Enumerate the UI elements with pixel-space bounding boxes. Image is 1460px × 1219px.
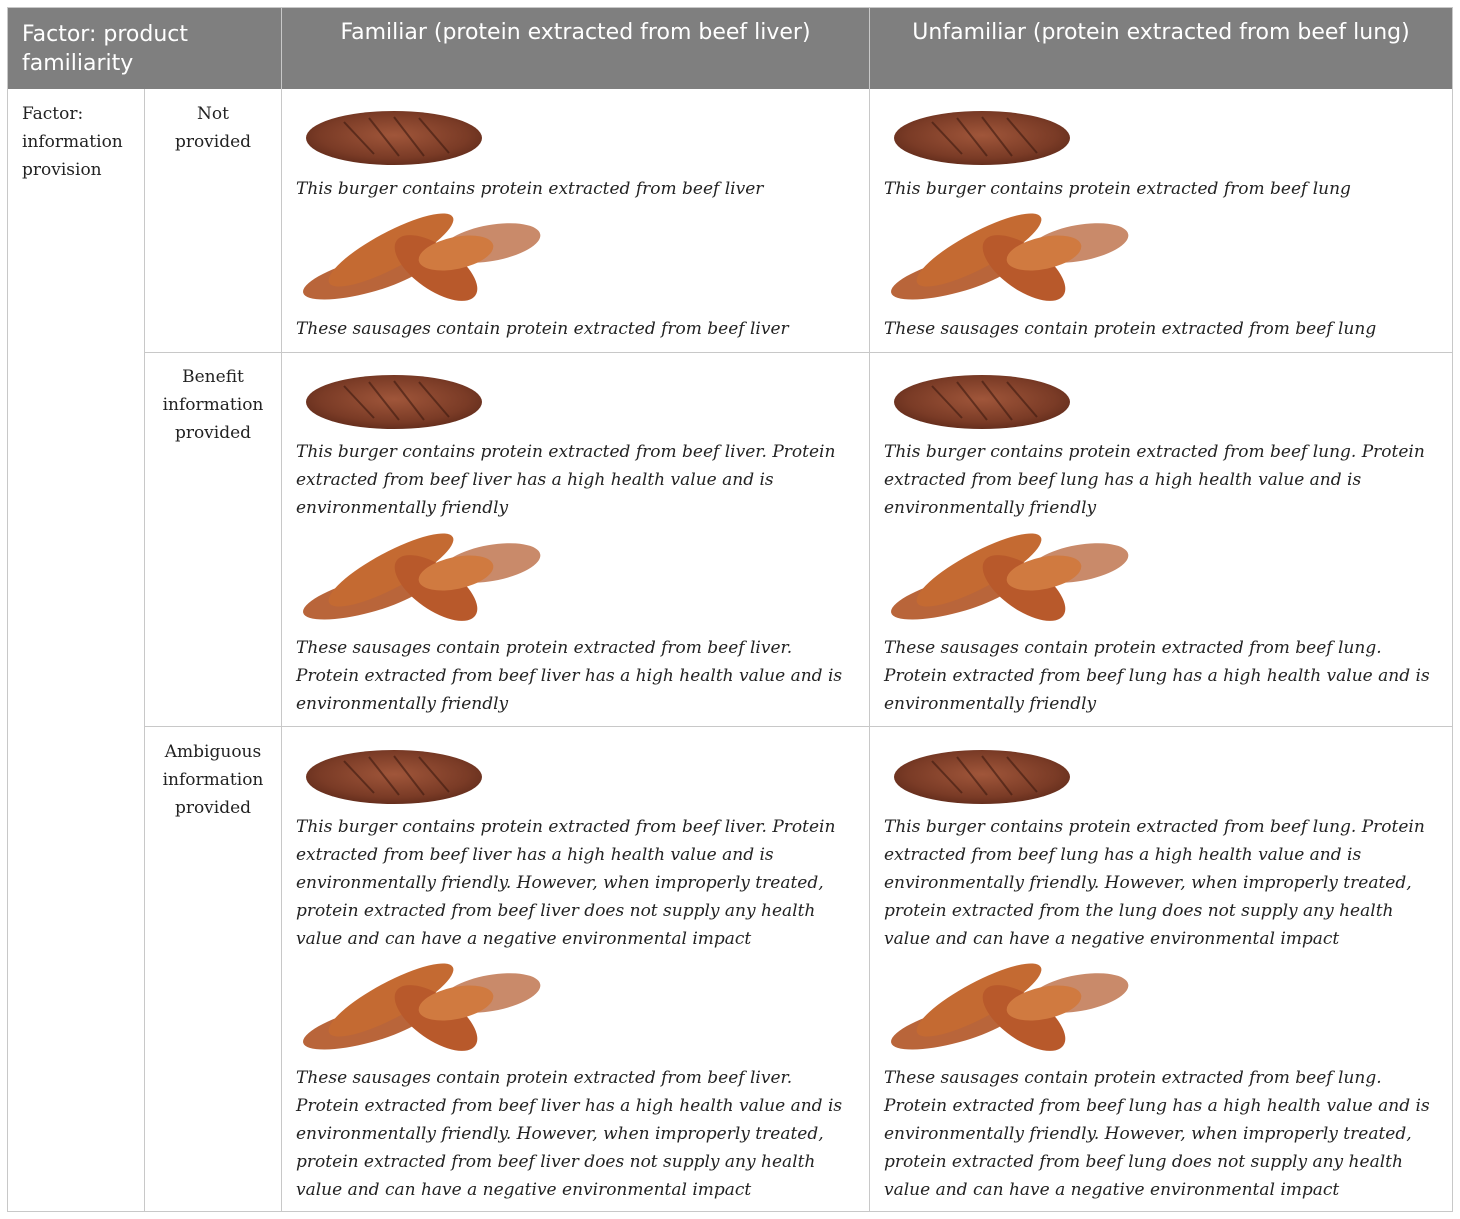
burger-icon xyxy=(304,372,484,432)
burger-image xyxy=(304,747,484,812)
header-factor-familiarity xyxy=(8,8,281,89)
header-unfamiliar xyxy=(869,8,1452,89)
divider xyxy=(144,726,1452,727)
header-unfamiliar-text: Unfamiliar (protein extracted from beef lung) xyxy=(912,20,1410,45)
sausage-icon xyxy=(884,958,1134,1058)
sausage-icon xyxy=(296,208,546,308)
header-familiar-text: Familiar (protein extracted from beef liver) xyxy=(340,20,811,45)
burger-text: This burger contains protein extracted from beef liver. Protein extracted from beef liver has a high health value and is environmentally friendly xyxy=(296,442,836,518)
divider xyxy=(281,89,282,1211)
sausage-text: These sausages contain protein extracted from beef liver xyxy=(296,319,789,339)
level-benefit: Benefit information provided xyxy=(162,367,264,443)
burger-image xyxy=(892,372,1072,437)
sausage-image xyxy=(884,958,1134,1063)
burger-image xyxy=(304,372,484,437)
sausage-icon xyxy=(296,528,546,628)
level-ambiguous: Ambiguous information provided xyxy=(162,742,264,818)
burger-icon xyxy=(304,747,484,807)
sausage-icon xyxy=(884,208,1134,308)
burger-icon xyxy=(892,747,1072,807)
sausage-image xyxy=(884,528,1134,633)
sausage-text: These sausages contain protein extracted from beef liver. Protein extracted from beef liver has a high health value and is environmentally friendly. However, when improperly treated, protein extracted from beef liver does not supply any health value and can have a negative environmental impact xyxy=(296,1068,843,1200)
burger-icon xyxy=(892,108,1072,168)
burger-icon xyxy=(304,108,484,168)
divider xyxy=(144,89,145,1211)
burger-text: This burger contains protein extracted from beef lung. Protein extracted from beef lung has a high health value and is environmentally friendly xyxy=(884,442,1425,518)
sausage-text: These sausages contain protein extracted from beef lung. Protein extracted from beef lung has a high health value and is environmentally friendly xyxy=(884,638,1430,714)
sausage-image xyxy=(296,208,546,313)
factor-information-label: Factor: information provision xyxy=(22,104,123,180)
divider xyxy=(144,352,1452,353)
sausage-image xyxy=(296,528,546,633)
sausage-image xyxy=(296,958,546,1063)
divider xyxy=(869,89,870,1211)
header-factor-familiarity-text: Factor: product familiarity xyxy=(22,22,188,76)
sausage-text: These sausages contain protein extracted from beef lung. Protein extracted from beef lung has a high health value and is environmentally friendly. However, when improperly treated, protein extracted from beef lung does not supply any health value and can have a negative environmental impact xyxy=(884,1068,1430,1200)
sausage-image xyxy=(884,208,1134,313)
burger-text: This burger contains protein extracted from beef lung xyxy=(884,179,1351,199)
burger-image xyxy=(892,747,1072,812)
burger-image xyxy=(304,108,484,173)
burger-text: This burger contains protein extracted from beef lung. Protein extracted from beef lung has a high health value and is environmentally friendly. However, when improperly treated, protein extracted from the lung does not supply any health value and can have a negative environmental impact xyxy=(884,817,1425,949)
sausage-text: These sausages contain protein extracted from beef liver. Protein extracted from beef liver has a high health value and is environmentally friendly xyxy=(296,638,843,714)
burger-icon xyxy=(892,372,1072,432)
sausage-icon xyxy=(296,958,546,1058)
header-familiar xyxy=(281,8,869,89)
burger-text: This burger contains protein extracted from beef liver. Protein extracted from beef liver has a high health value and is environmentally friendly. However, when improperly treated, protein extracted from beef liver does not supply any health value and can have a negative environmental impact xyxy=(296,817,836,949)
sausage-icon xyxy=(884,528,1134,628)
burger-image xyxy=(892,108,1072,173)
stimulus-table xyxy=(7,7,1453,1212)
sausage-text: These sausages contain protein extracted from beef lung xyxy=(884,319,1377,339)
level-not-provided: Not provided xyxy=(174,104,252,152)
burger-text: This burger contains protein extracted from beef liver xyxy=(296,179,764,199)
